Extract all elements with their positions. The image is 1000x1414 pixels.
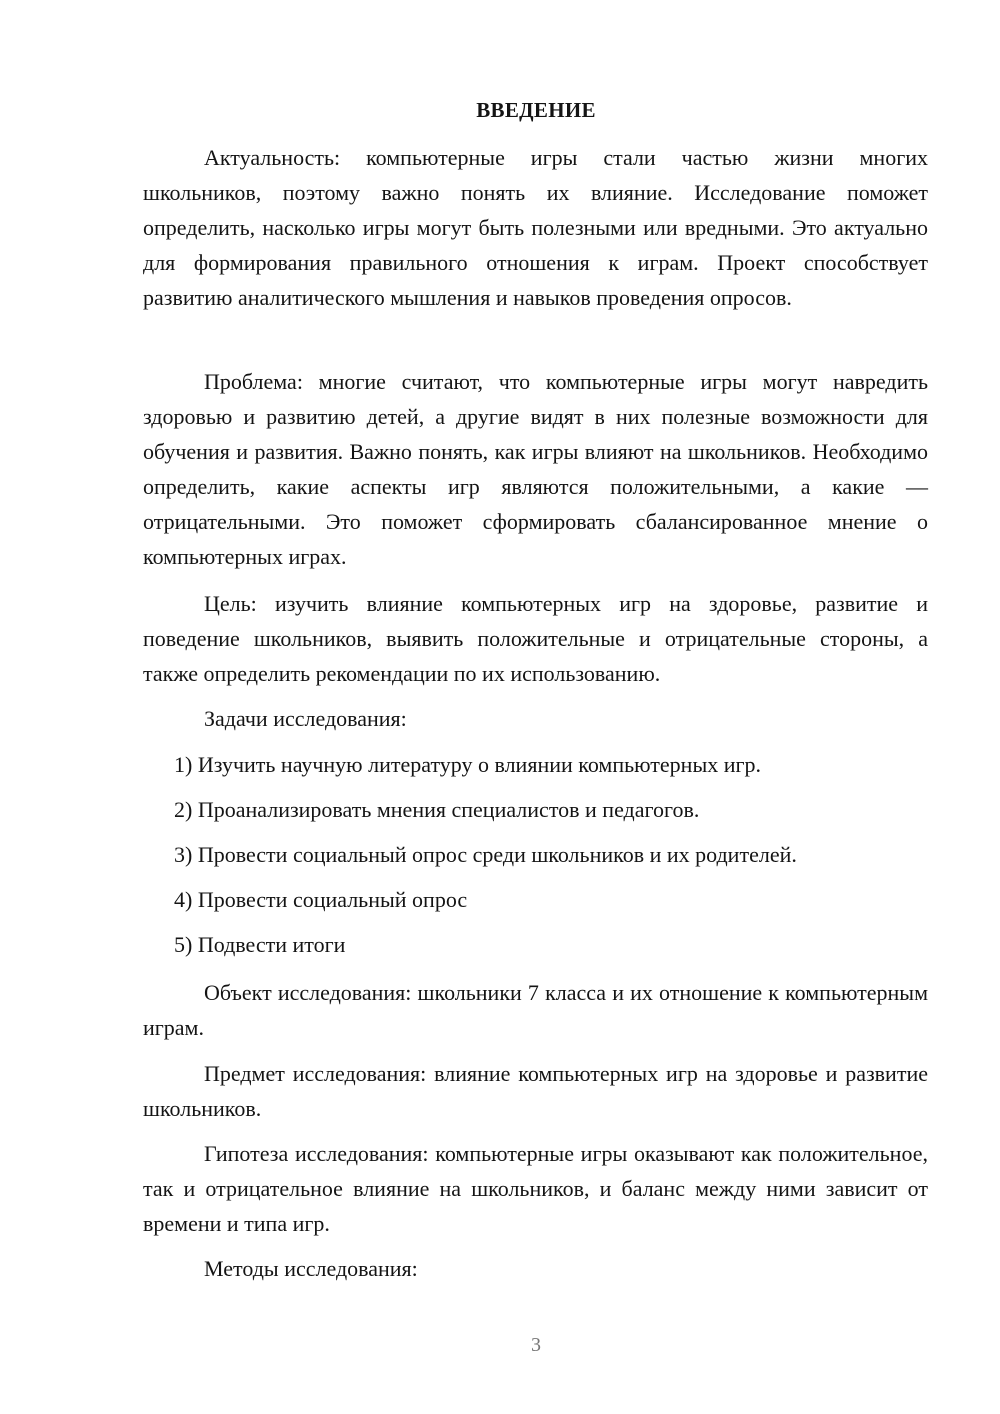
task-item-3: 3) Провести социальный опрос среди школьников и их родителей. [174, 842, 797, 867]
tasks-title: Задачи исследования: [204, 706, 407, 731]
problem-paragraph: Проблема: многие считают, что компьютерные игры могут навредить здоровью и развитию детей, а другие видят в них полезные возможности для обучения и развития. Важно понять, как игры влияют на школьников. Необходимо определить, какие аспекты игр являются положительными, а какие — отрицательными. Это поможет сформировать сбалансированное мнение о компьютерных играх. [143, 369, 928, 569]
task-item-2: 2) Проанализировать мнения специалистов и педагогов. [174, 797, 700, 822]
relevance-paragraph: Актуальность: компьютерные игры стали частью жизни многих школьников, поэтому важно понять их влияние. Исследование поможет определить, насколько игры могут быть полезными или вредными. Это актуально для формирования правильного отношения к играм. Проект способствует развитию аналитического мышления и навыков проведения опросов. [143, 145, 928, 310]
object-paragraph: Объект исследования: школьники 7 класса и их отношение к компьютерным играм. [143, 980, 928, 1040]
section-heading: ВВЕДЕНИЕ [476, 98, 596, 122]
goal-paragraph: Цель: изучить влияние компьютерных игр на здоровье, развитие и поведение школьников, выявить положительные и отрицательные стороны, а также определить рекомендации по их использованию. [143, 591, 928, 686]
page-number: 3 [531, 1334, 541, 1356]
task-item-4: 4) Провести социальный опрос [174, 887, 468, 912]
hypothesis-paragraph: Гипотеза исследования: компьютерные игры оказывают как положительное, так и отрицательное влияние на школьников, и баланс между ними зависит от времени и типа игр. [143, 1141, 928, 1236]
subject-paragraph: Предмет исследования: влияние компьютерных игр на здоровье и развитие школьников. [143, 1061, 928, 1121]
task-item-5: 5) Подвести итоги [174, 932, 346, 957]
methods-title: Методы исследования: [204, 1256, 418, 1281]
task-item-1: 1) Изучить научную литературу о влиянии компьютерных игр. [174, 752, 762, 777]
